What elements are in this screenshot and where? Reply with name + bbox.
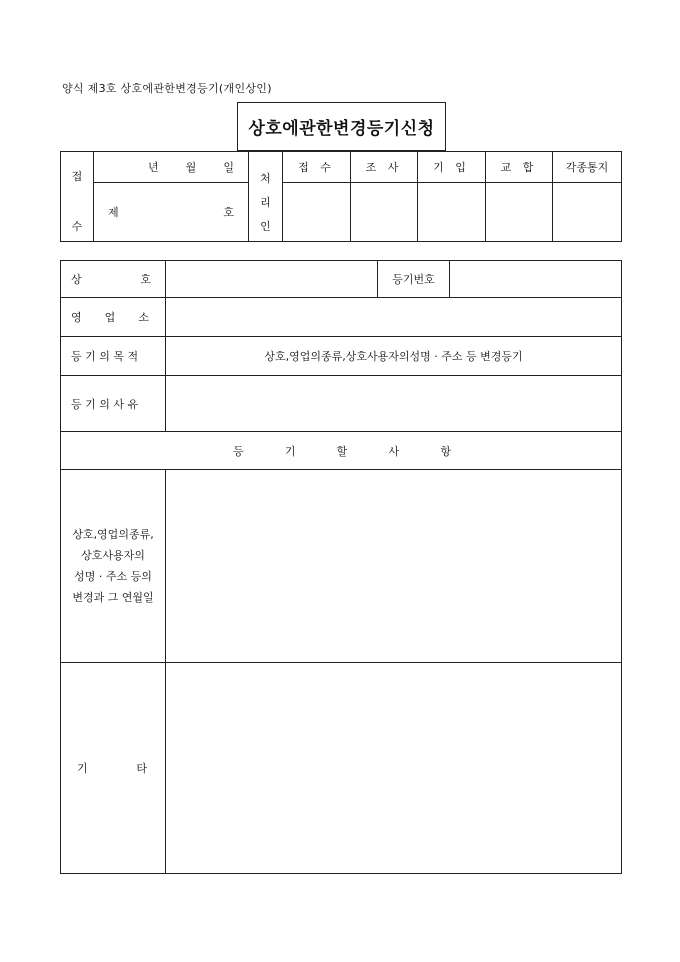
receipt-day-label: 일 [223,161,234,174]
other-label-1: 기 [77,762,88,775]
receipt-number-cell[interactable] [94,183,249,242]
receipt-ho-label: 호 [223,206,234,219]
other-field[interactable] [166,663,622,874]
processing-label-in: 인 [260,219,271,233]
section-heading-char-5: 항 [440,444,451,458]
section-heading-char-4: 사 [388,444,400,458]
receipt-label-cell [61,152,94,242]
section-heading-char-3: 할 [336,444,348,458]
reason-field[interactable] [166,376,622,432]
stamp-review-cell[interactable] [351,183,418,242]
receipt-je-label: 제 [108,206,119,219]
form-title-box [237,102,446,151]
stamp-collation-cell[interactable] [486,183,553,242]
changes-label-line-1: 상호,영업의종류, [72,528,154,541]
receipt-year-label: 년 [148,161,159,174]
stamp-notices-cell[interactable] [553,183,622,242]
business-office-label-cell [61,298,166,337]
registration-number-field[interactable] [450,261,622,298]
changes-label-cell [61,470,166,663]
stamp-receipt-cell[interactable] [283,183,351,242]
business-office-label-2: 업 [104,311,116,324]
business-office-label-1: 영 [71,311,82,324]
form-title: 상호에관한변경등기신청 [248,119,435,139]
section-heading-cell [61,432,622,470]
trade-name-label-2: 호 [140,273,151,286]
processing-label-ri: 리 [260,195,271,209]
receipt-date-cell[interactable] [94,152,249,183]
changes-label-line-4: 변경과 그 연월일 [72,591,154,604]
col-header-entry: 기 입 [418,152,486,183]
business-office-field[interactable] [166,298,622,337]
col-header-review: 조 사 [351,152,418,183]
business-office-label-3: 소 [138,311,149,324]
col-header-collation: 교 합 [486,152,553,183]
purpose-label: 등 기 의 목 적 [61,337,166,376]
registration-table [60,260,622,874]
changes-label-line-2: 상호사용자의 [81,549,145,562]
receipt-label-jeop: 접 [71,169,83,183]
section-heading-char-2: 기 [284,444,296,458]
receipt-table [60,151,622,242]
changes-label-line-3: 성명 · 주소 등의 [74,570,152,583]
processing-label-cell [249,152,283,242]
processing-label-cheo: 처 [260,171,271,185]
reason-label: 등 기 의 사 유 [61,376,166,432]
registration-number-label: 등기번호 [378,261,450,298]
receipt-label-su: 수 [71,219,83,233]
other-label-cell [61,663,166,874]
form-caption: 양식 제3호 상호에관한변경등기(개인상인) [62,82,272,95]
purpose-value: 상호,영업의종류,상호사용자의성명 · 주소 등 변경등기 [166,337,622,376]
section-heading-char-1: 등 [233,444,244,458]
receipt-month-label: 월 [185,161,197,174]
col-header-receipt: 접 수 [283,152,351,183]
changes-field[interactable] [166,470,622,663]
trade-name-field[interactable] [166,261,378,298]
other-label-2: 타 [136,762,147,775]
trade-name-label-cell [61,261,166,298]
trade-name-label-1: 상 [71,273,82,286]
stamp-entry-cell[interactable] [418,183,486,242]
col-header-notices: 각종통지 [553,152,622,183]
